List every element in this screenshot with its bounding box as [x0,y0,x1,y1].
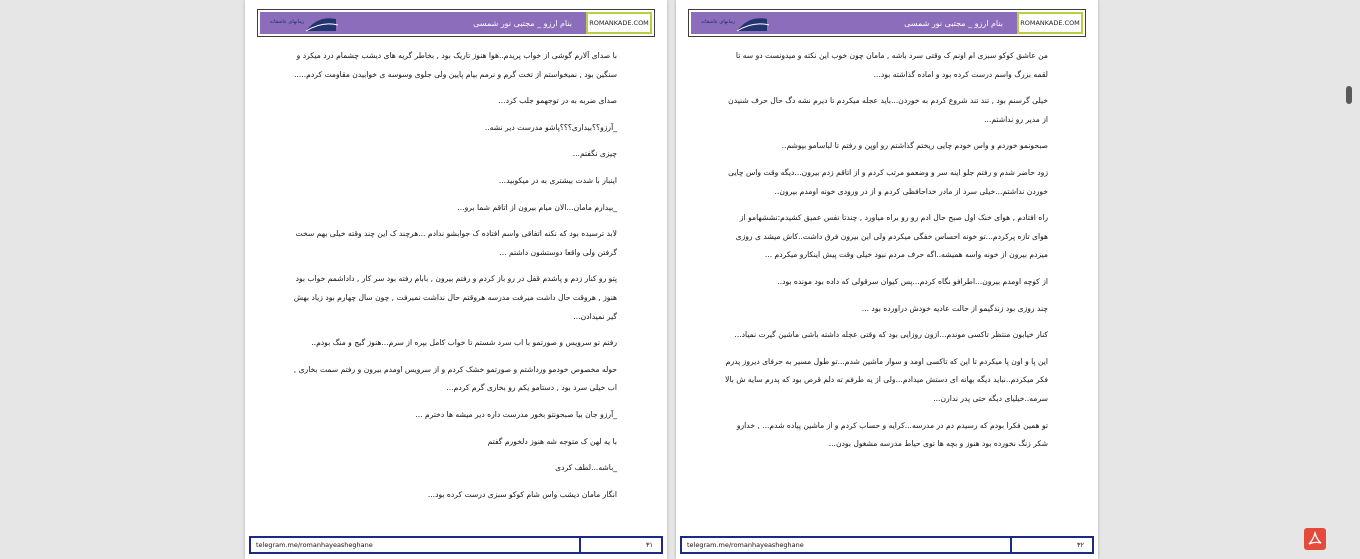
telegram-link: telegram.me/romanhayeasheghane [682,538,1012,552]
page-header [688,9,1086,37]
page-header-banner [691,12,1083,34]
paragraph: صبحونمو خوردم و واس خودم چایی ریختم گذاشتم رو اوپن و رفتم تا لباسامو بپوشم.. [781,141,1048,151]
book-logo-icon [697,13,777,33]
site-name: ROMANKADE.COM [586,12,652,34]
page-header [257,9,655,37]
paragraph: چیزی نگفتم... [572,149,617,159]
paragraph: تو همین فکرا بودم که رسیدم دم در مدرسه...کرایه و حساب کردم و از ماشین پیاده شدم... , خدارو شکر زنگ نخورده بود هنوز و بچه ها توی حیاط مدرسه مشغول بودن... [736,420,1048,449]
paragraph: اینبار با شدت بیشتری به در میکوبید... [498,175,617,185]
paragraph: من عاشق کوکو سبزی ام اونم ک وقتی سرد باشه , مامان چون خوب این نکته و میدونست دو سه تا لقمه بزرگ واسم درست کرده بود و اماده گذاشته بود... [735,51,1048,79]
page-footer [680,536,1094,554]
paragraph: با یه لهن ک متوجه شه هنوز دلخورم گفتم [487,436,617,446]
pdf-page-32 [676,0,1098,559]
paragraph: خیلی گرسنم بود , تند تند شروع کردم به خوردن...باید عجله میکردم تا دیرم نشه دگ حال حرف شنیدن از مدیر رو نداشتم... [728,96,1048,124]
paragraph: این پا و اون پا میکردم تا این که تاکسی اومد و سوار ماشین شدم...تو طول مسیر به حرفای دیروز پدرم فکر میکردم..نباید دیگه بهانه ای دستش میدادم...ولی از یه طرفم ته دلم قرص بود که پدرم سایه ش بالا سرمه..خیلیای دیگه حتی پدر ندارن... [725,356,1048,403]
paragraph: چند روزی بود زندگیمو از حالت عادیه خودش دراورده بود ... [861,303,1048,313]
paragraph: راه افتادم , هوای خنک اول صبح حال ادم رو رو براه میاورد , چندتا نفس عمیق کشیدم:نششهامو از هوای تازه پرکردم...تو خونه احساس خفگی میکردم ولی این بیرون فرق داشت..کاش میشد ی روزی میزدم بیرون از خونه واسه همیشه..اگه حرف مردم نبود خیلی وقت پیش اینکارو میکردم ... [735,213,1048,260]
page-header-banner [260,12,652,34]
paragraph: صدای ضربه به در توجهمو جلب کرد... [498,96,617,106]
paragraph: رفتم تو سرویس و صورتمو با اب سرد شستم تا خواب کامل بپره از سرم...هنوز گیج و منگ بودم.. [311,338,617,348]
page-footer [249,536,663,554]
page-number: ۳۱ [646,541,653,549]
paragraph: _باشه...لطف کردی [555,463,617,473]
scrollbar-thumb[interactable] [1346,86,1352,104]
paragraph: پتو رو کنار زدم و پاشدم قفل در رو باز کردم و رفتم بیرون , بابام رفته بود سر کار , داداشمم خواب بود هنوز , هروقت حال داشت میرفت مدرسه هروقتم حال نداشت نمیرفت , چون سال چهارم بود زیاد بهش گیر نمیدادن... [293,274,617,321]
paragraph: از کوچه اومدم بیرون...اطرافو نگاه کردم...پس کیوان سرقولی که داده بود مونده بود.. [777,276,1048,286]
book-logo-icon [266,13,346,33]
paragraph: با صدای آلارم گوشی از خواب پریدم..هوا هنوز تاریک بود , بخاطر گریه های دیشب چشمام درد میکرد و سنگین بود , نمیخواستم از تخت گرم و نرمم بیام پایین ولی جلوی وسوسه ی خوابیدن مقاومت کردم..... [294,51,617,79]
page-number: ۳۲ [1077,541,1084,549]
page-body-text [722,47,1048,462]
logo-text: رمانهای عاشقانه [701,19,736,25]
paragraph: _آرزو؟؟بیداری؟؟؟پاشو مدرست دیر نشه.. [484,122,617,132]
paragraph: حوله مخصوص خودمو ورداشتم و صورتمو خشک کردم و از سرویس اومدم بیرون و رفتم سمت بخاری , اب خیلی سرد بود , دستامو یکم رو بخاری گرم کردم... [293,364,617,393]
telegram-link: telegram.me/romanhayeasheghane [251,538,581,552]
book-title: بنام ارزو _ مجتبی نور شمسی [473,18,572,28]
book-title: بنام ارزو _ مجتبی نور شمسی [904,18,1003,28]
paragraph: کنار خیابون منتظر تاکسی موندم...ازون روزایی بود که وقتی عجله داشته باشی ماشین گیرت نمیاد... [734,330,1048,340]
paragraph: لابد ترسیده بود که نکنه اتفاقی واسم افتاده ک جوابشو ندادم ...هرچند ک این چند وقته خیلی بهم سخت گرفتن ولی واقعا دوستشون داشتم ... [295,229,617,257]
pdf-page-31 [245,0,667,559]
acrobat-pdf-icon[interactable] [1304,528,1326,550]
site-name: ROMANKADE.COM [1017,12,1083,34]
logo-text: رمانهای عاشقانه [270,19,305,25]
paragraph: زود حاضر شدم و رفتم جلو اینه سر و وضعمو مرتب کردم و از اتاقم زدم بیرون...دیگه وقت واس چایی خوردن نداشتم...خیلی سرد از مادر خداحافظی کردم و از در ورودی خونه اومدم بیرون.. [728,167,1048,196]
paragraph: انگار مامان دیشب واس شام کوکو سبزی درست کرده بود... [427,489,617,499]
paragraph: _بیدارم مامان...الان میام بیرون از اتاقم شما برو... [457,202,617,212]
page-body-text [291,47,617,512]
paragraph: _آرزو جان بیا صبحونتو بخور مدرست داره دیر میشه ها دخترم ... [415,409,617,419]
